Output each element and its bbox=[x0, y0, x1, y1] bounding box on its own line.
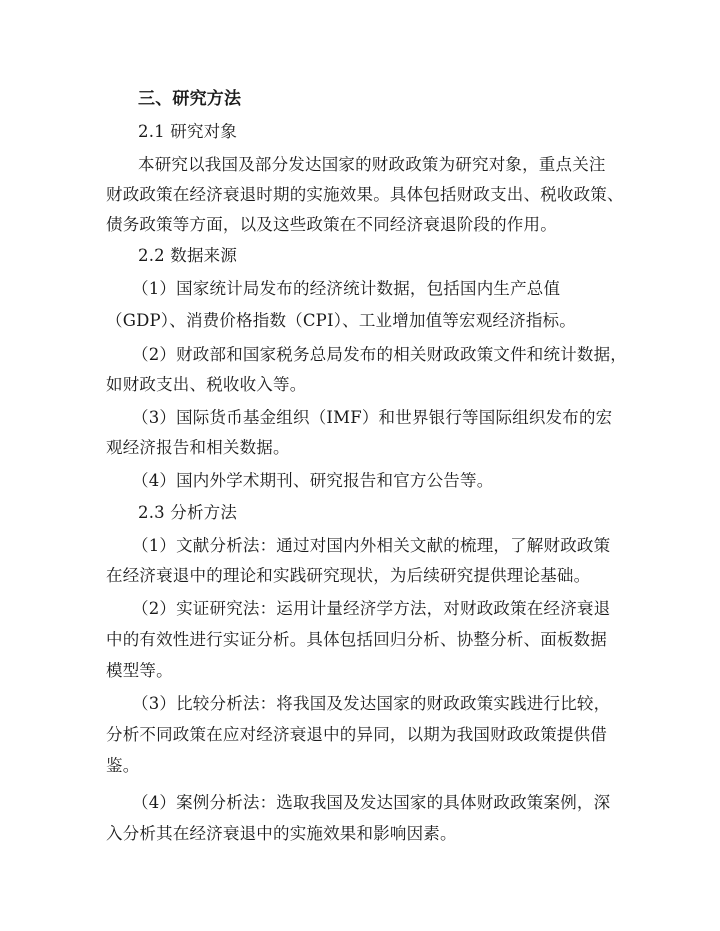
paragraph-line: 本研究以我国及部分发达国家的财政政策为研究对象，重点关注 bbox=[138, 155, 606, 174]
section-heading: 三、研究方法 bbox=[138, 89, 242, 109]
subsection-title-data-sources: 2.2 数据来源 bbox=[138, 246, 238, 265]
paragraph-line: （3）国际货币基金组织（IMF）和世界银行等国际组织发布的宏 bbox=[132, 408, 613, 427]
paragraph-line: 模型等。 bbox=[106, 661, 173, 680]
paragraph-line: 在经济衰退中的理论和实践研究现状，为后续研究提供理论基础。 bbox=[106, 566, 591, 585]
paragraph-line: （1）国家统计局发布的经济统计数据，包括国内生产总值 bbox=[132, 279, 561, 298]
paragraph-line: 债务政策等方面，以及这些政策在不同经济衰退阶段的作用。 bbox=[106, 215, 557, 234]
paragraph-line: （3）比较分析法：将我国及发达国家的财政政策实践进行比较， bbox=[132, 694, 611, 713]
paragraph-line: （4）案例分析法：选取我国及发达国家的具体财政政策案例，深 bbox=[132, 793, 611, 812]
paragraph-line: （2）财政部和国家税务总局发布的相关财政政策文件和统计数据， bbox=[132, 345, 627, 364]
paragraph-line: （2）实证研究法：运用计量经济学方法，对财政政策在经济衰退 bbox=[132, 599, 611, 618]
paragraph-line: （4）国内外学术期刊、研究报告和官方公告等。 bbox=[132, 471, 494, 490]
paragraph-line: 中的有效性进行实证分析。具体包括回归分析、协整分析、面板数据 bbox=[106, 630, 607, 649]
paragraph-line: 观经济报告和相关数据。 bbox=[106, 438, 290, 457]
paragraph-line: （GDP）、消费价格指数（CPI）、工业增加值等宏观经济指标。 bbox=[106, 311, 576, 330]
paragraph-line: 财政政策在经济衰退时期的实施效果。具体包括财政支出、税收政策、 bbox=[106, 185, 624, 204]
paragraph-line: （1）文献分析法：通过对国内外相关文献的梳理，了解财政政策 bbox=[132, 536, 611, 555]
subsection-title-analysis-methods: 2.3 分析方法 bbox=[138, 503, 238, 522]
paragraph-line: 入分析其在经济衰退中的实施效果和影响因素。 bbox=[106, 824, 457, 843]
paragraph-line: 鉴。 bbox=[106, 756, 140, 775]
paragraph-line: 分析不同政策在应对经济衰退中的异同，以期为我国财政政策提供借 bbox=[106, 725, 607, 744]
subsection-title-research-object: 2.1 研究对象 bbox=[138, 122, 238, 141]
paragraph-line: 如财政支出、税收收入等。 bbox=[106, 375, 307, 394]
